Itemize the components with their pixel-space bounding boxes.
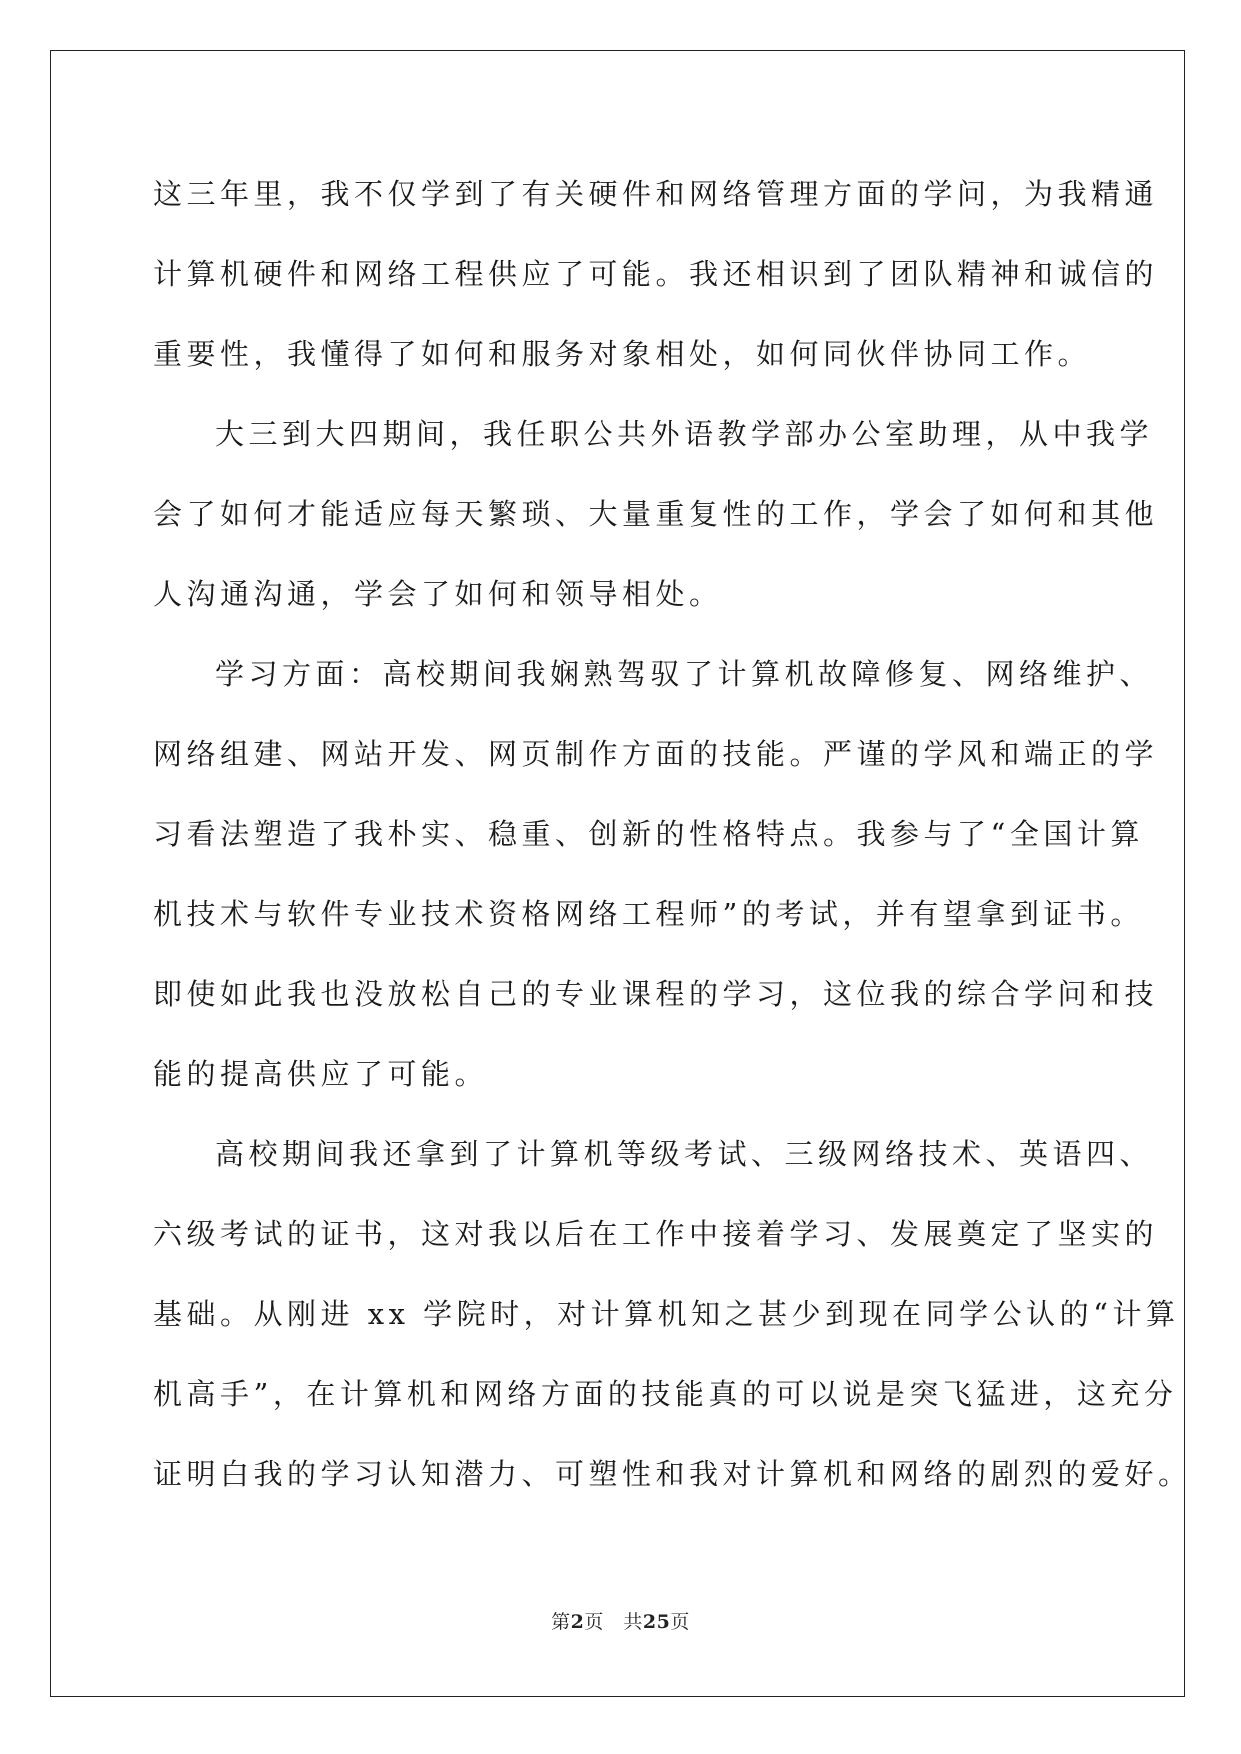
page-number-middle: 页 共 <box>584 1611 643 1633</box>
text-line: 证明白我的学习认知潜力、可塑性和我对计算机和网络的剧烈的爱好。 <box>153 1457 1192 1491</box>
text-line: 学习方面：高校期间我娴熟驾驭了计算机故障修复、网络维护、 <box>215 657 1154 691</box>
current-page-number: 2 <box>570 1611 585 1633</box>
text-line: 能的提高供应了可能。 <box>153 1057 489 1091</box>
text-line: 计算机硬件和网络工程供应了可能。我还相识到了团队精神和诚信的 <box>153 257 1159 291</box>
text-line: 人沟通沟通，学会了如何和领导相处。 <box>153 577 723 611</box>
page-footer <box>0 1607 1241 1634</box>
text-line: 大三到大四期间，我任职公共外语教学部办公室助理，从中我学 <box>215 417 1154 451</box>
text-line: 基础。从刚进 xx 学院时，对计算机知之甚少到现在同学公认的“计算 <box>153 1297 1180 1331</box>
text-line: 会了如何才能适应每天繁琐、大量重复性的工作，学会了如何和其他 <box>153 497 1159 531</box>
text-line: 网络组建、网站开发、网页制作方面的技能。严谨的学风和端正的学 <box>153 737 1159 771</box>
text-line: 机高手”，在计算机和网络方面的技能真的可以说是突飞猛进，这充分 <box>153 1377 1178 1411</box>
page-number-prefix: 第 <box>551 1611 571 1633</box>
total-page-count: 25 <box>642 1611 671 1633</box>
text-line: 习看法塑造了我朴实、稳重、创新的性格特点。我参与了“全国计算 <box>153 817 1144 851</box>
text-line: 重要性，我懂得了如何和服务对象相处，如何同伙伴协同工作。 <box>153 337 1092 371</box>
document-body <box>153 160 1192 1520</box>
page-number-suffix: 页 <box>670 1611 690 1633</box>
text-line: 高校期间我还拿到了计算机等级考试、三级网络技术、英语四、 <box>215 1137 1154 1171</box>
text-line: 即使如此我也没放松自己的专业课程的学习，这位我的综合学问和技 <box>153 977 1159 1011</box>
text-line: 六级考试的证书，这对我以后在工作中接着学习、发展奠定了坚实的 <box>153 1217 1159 1251</box>
text-line: 机技术与软件专业技术资格网络工程师”的考试，并有望拿到证书。 <box>153 897 1144 931</box>
text-line: 这三年里，我不仅学到了有关硬件和网络管理方面的学问，为我精通 <box>153 177 1159 211</box>
